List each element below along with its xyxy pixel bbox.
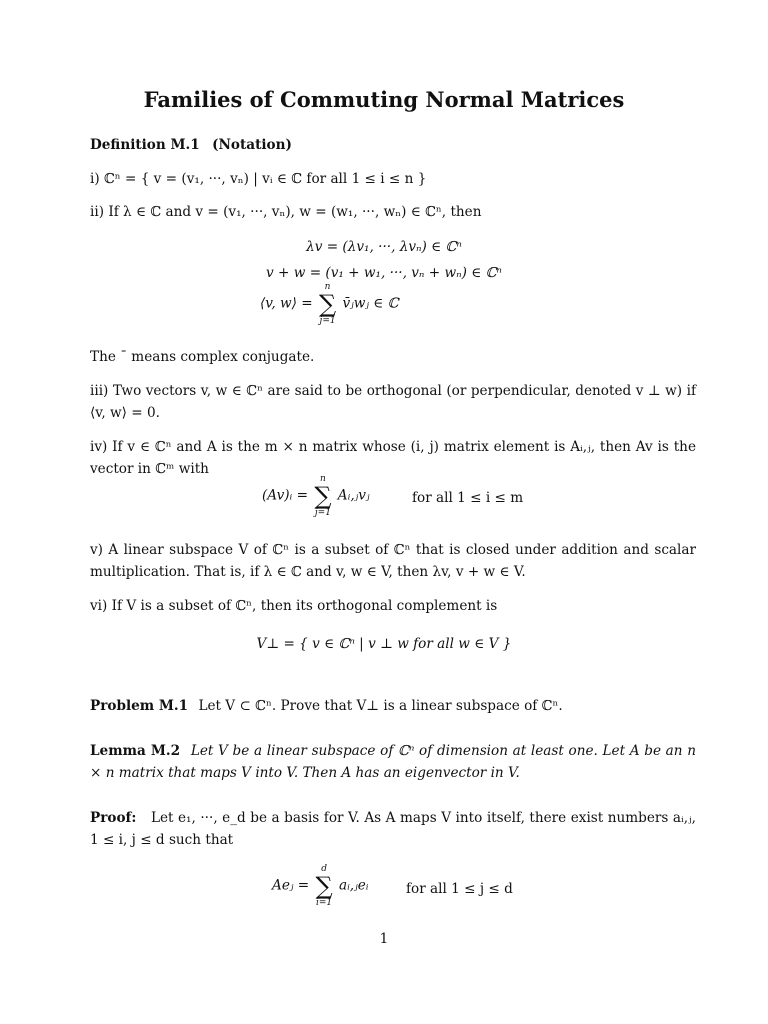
summation-symbol: n ∑ j=1 [319, 282, 337, 326]
equation-inner-product [260, 282, 399, 326]
sum-upper: n [324, 282, 331, 292]
item-iii: iii) Two vectors v, w ∈ ℂⁿ are said to be orthogonal (or perpendicular, denoted v ⊥ w) if ⟨v, w⟩ = 0. [90, 383, 696, 421]
equation-vector-add: v + w = (v₁ + w₁, ···, vₙ + wₙ) ∈ ℂⁿ [266, 265, 502, 281]
equation-basis-map [272, 864, 369, 908]
item-ii: ii) If λ ∈ ℂ and v = (v₁, ···, vₙ), w = (w₁, ···, wₙ) ∈ ℂⁿ, then [90, 204, 482, 220]
aej-rhs: aᵢ,ⱼeᵢ [338, 877, 369, 894]
equation-orthogonal-complement: V⊥ = { v ∈ ℂⁿ | v ⊥ w for all w ∈ V } [256, 636, 512, 652]
proof-text: Let e₁, ···, e_d be a basis for V. As A maps V into itself, there exist numbers aᵢ,ⱼ, 1 ≤ i, j ≤ d such that [90, 810, 697, 848]
proof-block [90, 807, 696, 851]
av-condition: for all 1 ≤ i ≤ m [412, 490, 524, 506]
inner-product-rhs: v̄ⱼwⱼ ∈ ℂ [342, 295, 399, 312]
sum-lower: j=1 [314, 508, 331, 518]
av-lhs: (Av)ᵢ = [262, 487, 308, 504]
summation-symbol: d ∑ i=1 [315, 864, 333, 908]
lemma-text: Let V be a linear subspace of ℂⁿ of dimension at least one. Let A be an n × n matrix that maps V into V. Then A has an eigenvector in V. [90, 743, 696, 781]
problem-heading: Problem M.1 [90, 698, 189, 714]
sum-lower: j=1 [319, 316, 336, 326]
definition-notation: (Notation) [212, 137, 292, 153]
sum-lower: i=1 [315, 898, 333, 908]
summation-symbol: n ∑ j=1 [314, 474, 332, 518]
lemma-block [90, 740, 696, 784]
lemma-heading: Lemma M.2 [90, 743, 181, 759]
conjugate-note: The ¯ means complex conjugate. [90, 349, 315, 365]
item-iv: iv) If v ∈ ℂⁿ and A is the m × n matrix whose (i, j) matrix element is Aᵢ,ⱼ, then Av is the vector in ℂᵐ with [90, 439, 696, 477]
problem-text: Let V ⊂ ℂⁿ. Prove that V⊥ is a linear subspace of ℂⁿ. [198, 698, 563, 714]
sum-upper: n [320, 474, 326, 484]
sum-upper: d [321, 864, 327, 874]
page-number: 1 [379, 931, 389, 947]
equation-scalar-mult: λv = (λv₁, ···, λvₙ) ∈ ℂⁿ [306, 239, 462, 255]
problem-line [90, 695, 696, 717]
definition-heading-line [90, 134, 696, 156]
proof-heading: Proof: [90, 810, 137, 826]
page-title: Families of Commuting Normal Matrices [143, 87, 625, 112]
av-rhs: Aᵢ,ⱼvⱼ [337, 487, 370, 504]
item-vi: vi) If V is a subset of ℂⁿ, then its orthogonal complement is [90, 598, 498, 614]
item-v: v) A linear subspace V of ℂⁿ is a subset of ℂⁿ that is closed under addition and scalar multiplication. That is, if λ ∈ ℂ and v, w ∈ V, then λv, v + w ∈ V. [90, 542, 696, 580]
inner-product-lhs: ⟨v, w⟩ = [260, 295, 313, 312]
equation-matrix-vector [262, 474, 370, 518]
item-i: i) ℂⁿ = { v = (v₁, ···, vₙ) | vᵢ ∈ ℂ for all 1 ≤ i ≤ n } [90, 171, 427, 187]
aej-condition: for all 1 ≤ j ≤ d [406, 881, 513, 897]
definition-heading: Definition M.1 [90, 137, 200, 153]
aej-lhs: Aeⱼ = [272, 877, 310, 894]
